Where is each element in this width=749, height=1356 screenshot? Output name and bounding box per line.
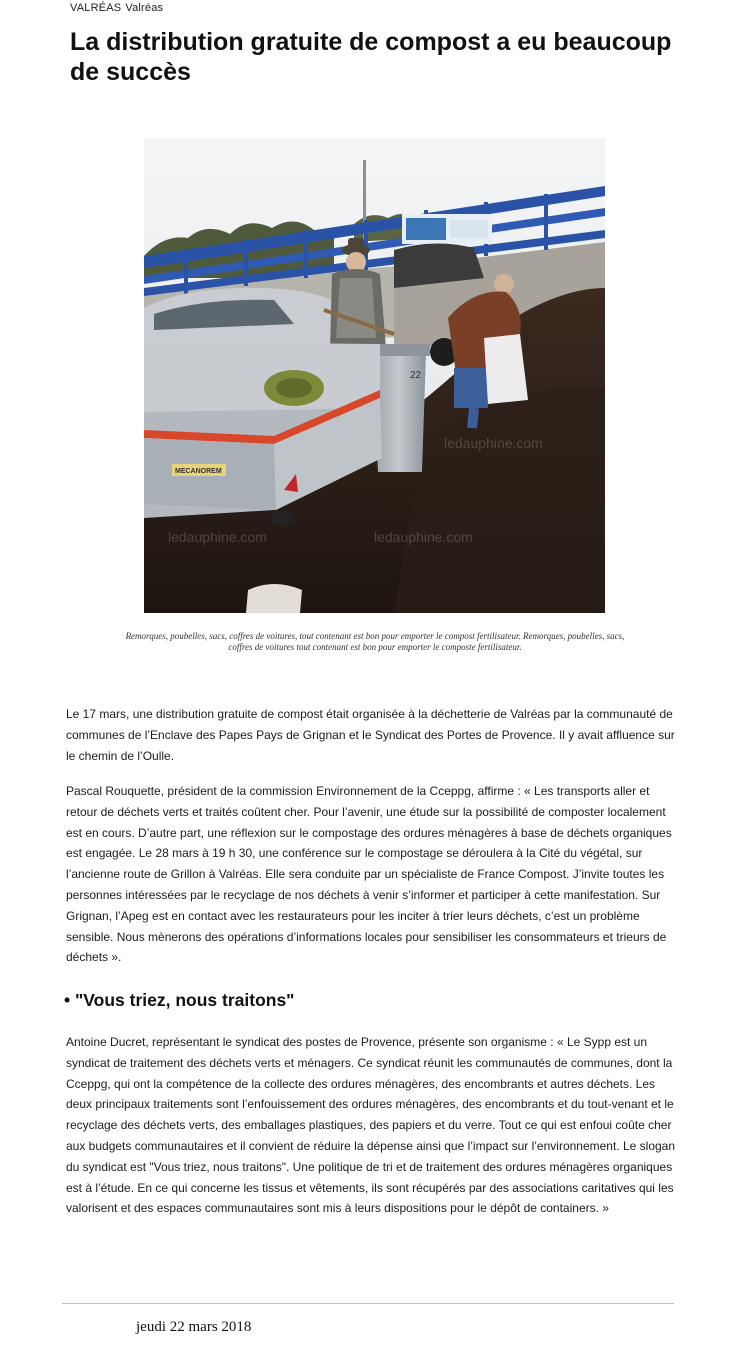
article-subheading: • "Vous triez, nous traitons" — [64, 990, 295, 1010]
article-paragraph: Le 17 mars, une distribution gratuite de compost était organisée à la déchetterie de Valréas par la communauté de communes de l’Enclave des Papes Pays de Grignan et le Syndicat des Portes de Provence. Il y avait affluence sur le chemin de l’Oulle. — [66, 707, 675, 763]
bag — [246, 584, 302, 613]
photo-caption: Remorques, poubelles, sacs, coffres de voitures, tout contenant est bon pour emporter le compost fertilisateur. Remorques, poubelles, sacs, coffres de voitures tout contenant est bon pour emporter le composte fertilisateur. — [125, 631, 625, 652]
compost-distribution-photo — [144, 138, 605, 613]
watermark: ledauphine.com — [374, 529, 473, 545]
article-headline: La distribution gratuite de compost a eu beaucoup de succès — [70, 28, 672, 86]
article-paragraph: Pascal Rouquette, président de la commission Environnement de la Cceppg, affirme : « Les transports aller et retour de déchets verts et traités coûtent cher. Pour l’avenir, une étude sur la possibilité de composter localement est en cours. D’autre part, une réflexion sur le compostage des ordures ménagères à base de déchets organiques est engagée. Le 28 mars à 19 h 30, une conférence sur le compostage se déroulera à la Cité du végétal, sur l’ancienne route de Grillon à Valréas. Elle sera conduite par un spécialiste de France Compost. J’invite toutes les personnes intéressées par le recyclage de nos déchets à venir s’informer et participer à cette manifestation. Sur Grignan, l’Apeg est en contact avec les restaurateurs pour les inciter à trier leurs déchets, c’est un problème sensible. Nous mènerons des opérations d’informations locales pour sensibiliser les consommateurs et trieurs de déchets ». — [66, 784, 672, 965]
article-paragraph: Antoine Ducret, représentant le syndicat des postes de Provence, présente son organisme : « Le Sypp est un syndicat de traitement des déchets verts et ménagers. Ce syndicat réunit les communautés de communes, dont la Cceppg, qui ont la compétence de la collecte des ordures ménagères, des encombrants et autres déchets. Les deux principaux traitements sont l’enfouissement des ordures ménagères, des encombrants et du tout-venant et le recyclage des déchets verts, des emballages plastiques, des papiers et du verre. Tout ce qui est enfoui coûte cher aux budgets communautaires et il convient de réduire la dépense ainsi que l’impact sur l’environnement. Le slogan du syndicat est "Vous triez, nous traitons". Une politique de tri et de traitement des ordures ménagères organiques est à l’étude. En ce qui concerne les tissus et vêtements, ils sont récupérés par des associations caritatives qui les valorisent et des espaces communautaires sont mis à leurs dispositions pour le dépôt de containers. » — [66, 1035, 676, 1216]
watermark: ledauphine.com — [168, 529, 267, 545]
rubric-locality: Valréas — [125, 2, 164, 14]
publication-date: jeudi 22 mars 2018 — [136, 1319, 252, 1335]
footer-divider — [62, 1303, 674, 1304]
svg-text:22: 22 — [410, 370, 422, 381]
rubric-edition: VALRÉAS — [70, 2, 122, 14]
watermark: ledauphine.com — [444, 435, 543, 451]
section-rubric — [70, 2, 163, 14]
article-photo — [144, 138, 605, 613]
svg-text:MECANOREM: MECANOREM — [175, 468, 222, 475]
